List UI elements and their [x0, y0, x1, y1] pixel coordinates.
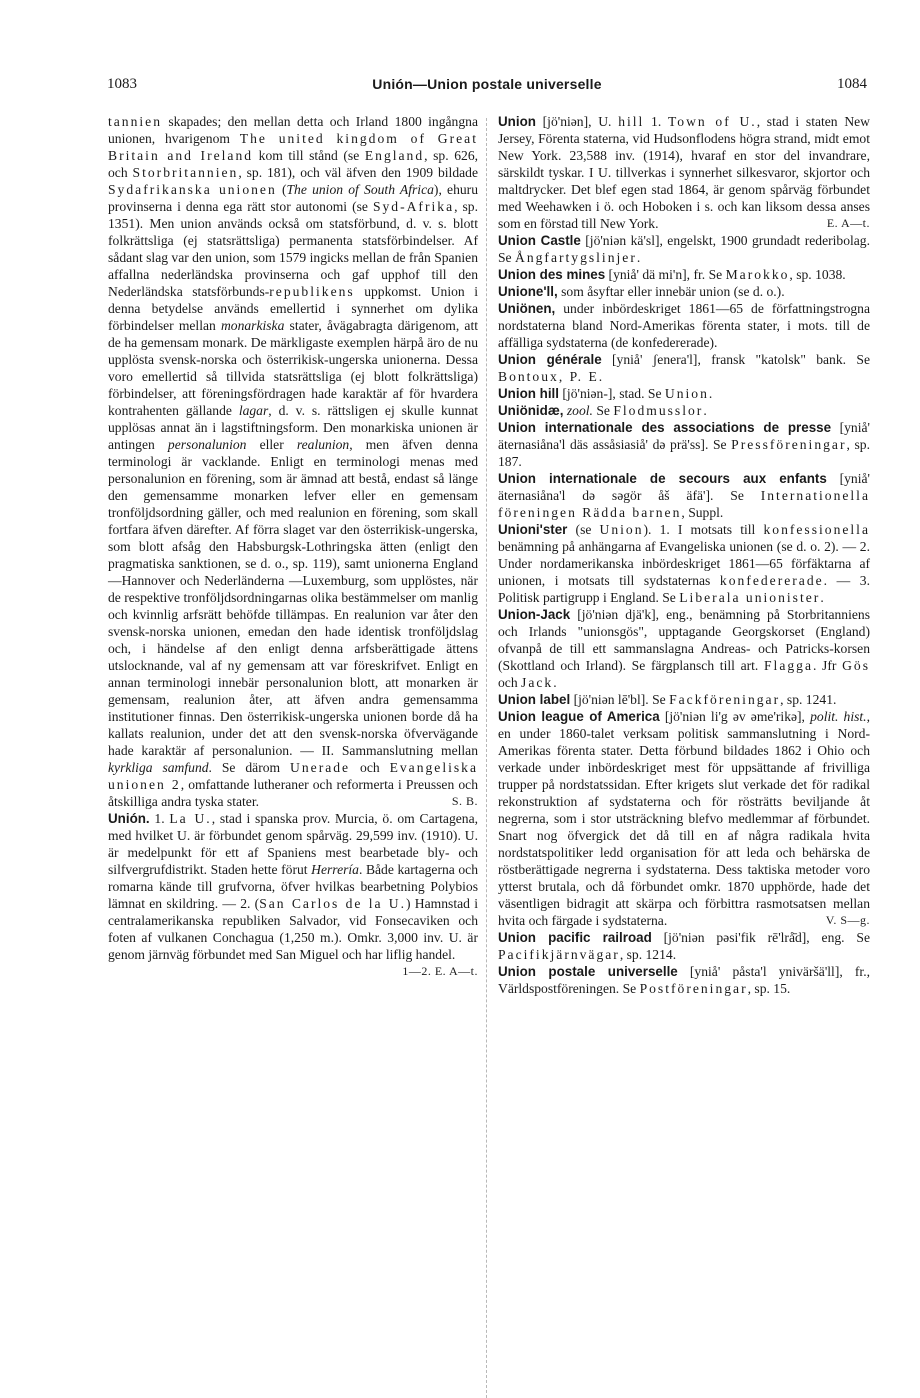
entry-unionen: Uniönen, under inbördeskriget 1861—65 de författningstrogna nordstaterna bland Nord-Amerikas förenta stater, i mots. till de affälliga sydstaterna (de konfedererade). — [498, 301, 870, 350]
entry-union-label: Union label [jö'niən lē'bl]. Se Fackföreningar, sp. 1241. — [498, 692, 837, 707]
entry-union-new-jersey: Union [jö'niən], U. hill 1. Town of U., stad i staten New Jersey, Förenta staterna, vid Hudsonflodens högra strand, midt emot New York. 23,588 inv. (1914), hvaraf en stor del invandrare, särskildt tyskar. I U. tillverkas i synnerhet silkesvaror, skjortor och maltdrycker. Det blef egen stad 1864, är genom spårväg förbundet med Weehawken i ö. och Hoboken i s. och kan liksom dessa anses som en förstad till New York. E. A—t. — [498, 114, 870, 231]
page-number-right: 1084 — [837, 76, 867, 92]
entry-union-generale: Union générale [yniå' ʃenera'l], fransk "katolsk" bank. Se Bontoux, P. E. — [498, 352, 870, 384]
page-number-left: 1083 — [107, 76, 137, 92]
entry-union-postale: Union postale universelle [yniå' påsta'l yniväršä'll], fr., Världspostföreningen. Se Postföreningar, sp. 15. — [498, 964, 871, 996]
column-divider — [486, 118, 487, 1398]
entry-unionister: Unioni'ster (se Union). 1. I motsats till konfessionella benämning på anhängarna af Evangeliska unionen (se d. o. 2). — 2. Under nordamerikanska inbördeskriget 1861—65 förfäktarna af unionen, i motsats till sydstaternas konfedererade. — 3. Politisk partigrupp i England. Se Liberala unionister. — [498, 522, 870, 605]
entry-union-secours: Union internationale de secours aux enfants [yniå' äternasiåna'l də səgör åš äfä']. Se Internationella föreningen Rädda barnen, Suppl. — [498, 471, 870, 520]
running-header — [107, 76, 867, 98]
entry-union-continuation: tannien skapades; den mellan detta och Irland 1800 ingångna unionen, hvarigenom The united kingdom of Great Britain and Ireland kom till stånd (se England, sp. 626, och Storbritannien, sp. 181), och väl äfven den 1909 bildade Sydafrikanska unionen (The union of South Africa), ehuru provinserna i denna ega rätt stor autonomi (se Syd-Afrika, sp. 1351). Men union används också om statsförbund, d. v. s. blott folkrättsliga (ej statsrättsliga) permanenta statsförbindelser. Af sådant slag var den union, som 1579 ingicks mellan de från Spanien affallna nederländska provinserna och gaf upphof till den Nederländska statsförbunds-republikens uppkomst. Union i denna betydelse används emellertid i synnerhet om dylika förbindelser mellan monarkiska stater, åvägabragta därigenom, att de ha gemensam monark. De märkligaste exemplen härpå äro de nu upplösta svensk-norska och österrikisk-ungerska unionerna. Dessa voro emellertid så tillvida statsrättsliga (ej blott folkrättsliga) förbindelser, att föreningsfördragen hade karaktär af för hvardera kontrahenten gällande lagar, d. v. s. rättsligen ej skulle kunnat upplösas annat än i lagstiftningsform. Den monarkiska unionen är antingen personalunion eller realunion, men äfven denna terminologi är vacklande. Enligt en terminologi menas med personalunion en förening, som är ämnad att bestå, endast så länge den gemensamme monarken lefver eller en gemensam tronföljdsordning gäller, och med realunion en förening, som skall fortfara äfven därefter. Af förra slaget var den österrikisk-ungerska, som blott afsåg den Habsburgsk-Lothringska ätten (enligt den pragmatiska sanktionen, se d. o., sp. 119), samt unionerna England—Hannover och Nederländerna —Luxemburg, som upplöstes, när de respektive tronföljdsordningarnas olika bestämmelser om manlig och kvinnlig arfsrätt behöfde tillämpas. En realunion var åter den svensk-norska unionen, emedan den hade identisk tronföljdslag och, i händelse af den enligt denna arfsberättigade ättens utslocknande, val af ny gemensam att var föreskrifvet. Enligt en annan terminologi innebär personalunion blott, att monarken är gemensam, realunion åter, att äfven andra gemensamma institutioner finnas. Den österrikisk-ungerska unionen borde då ha kallats realunion, under det att den svensk-norska öfvervägande hade karaktär af personalunion. — II. Sammanslutning mellan kyrkliga samfund. Se därom Unerade och Evangeliska unionen 2, omfattande lutheraner och reformerta i Preussen och åtskilliga andra tyska stater. S. B. — [108, 114, 479, 809]
entry-union-hill: Union hill [jö'niən-], stad. Se Union. — [498, 386, 713, 401]
left-column — [108, 113, 478, 980]
entry-union-des-mines: Union des mines [yniå' dä mi'n], fr. Se Marokko, sp. 1038. — [498, 267, 846, 282]
entry-unionidae: Uniönidæ, zool. Se Flodmusslor. — [498, 403, 707, 418]
entry-union-castle: Union Castle [jö'niən kä'sl], engelskt, 1900 grundadt rederibolag. Se Ångfartygslinjer. — [498, 233, 871, 265]
entry-union-spain: Unión. 1. La U., stad i spanska prov. Murcia, ö. om Cartagena, med hvilket U. är förbundet genom spårväg. 29,599 inv. (1910). U. är medelpunkt för ett af Spaniens mest bearbetade bly- och silfvergrufdistrikt. Staden hette förut Herrería. Både kartagerna och romarna kände till grufvorna, öfver hvilkas bearbetning Polybios lämnat en skildring. — 2. (San Carlos de la U.) Hamnstad i centralamerikanska republiken Salvador, vid Fonsecaviken och foten af vulkanen Conchagua (1,250 m.). Omkr. 3,000 inv. U. är genom järnväg förbundet med San Miguel och har liflig handel. 1—2. E. A—t. — [108, 811, 478, 978]
entry-union-jack: Union-Jack [jö'niən djä'k], eng., benämning på Storbritanniens och Irlands "unionsgös", upptagande Georgskorset (England) ofvanpå de till ett sammanslagna Andreas- och Patricks-korsen (Skottland och Irland). Se färgplansch till art. Flagga. Jfr Gös och Jack. — [498, 607, 870, 690]
right-column — [498, 113, 870, 997]
running-title: Unión—Union postale universelle — [372, 76, 602, 92]
entry-union-pacific: Union pacific railroad [jö'niən pəsi'fik rē'lrå̄d], eng. Se Pacifikjärnvägar, sp. 1214. — [498, 930, 870, 962]
entry-union-league: Union league of America [jö'niən li'g əv əme'rikə], polit. hist., en under 1860-talet verksam politisk sammanslutning i Nord-Amerikas förenta stater. Detta förbund bildades 1862 i Ohio och verkade under inbördeskriget mest för uppsättande af frivilliga trupper på nordstatssidan. Efter krigets slut verkade det för radikal rekonstruktion af sydstaterna och för rösträtts beviljande åt negrerna, som i stor utsträckning blefvo medlemmar af förbundet. Snart nog öfvergick det då till en af några radikala hvita nordstatspolitiker ledd organisation för att leda och behärska de röstberättigade negrerna i sydstaterna. Dess taktiska metoder voro ytterst brutala, och då förbundet omkr. 1870 upphörde, hade det väsentligen bidragit att skärpa och förbittra rasmotsatsen mellan hvita och färgade i sydstaterna. V. S—g. — [498, 709, 870, 928]
entry-union-presse: Union internationale des associations de presse [yniå' äternasiåna'l däs assåsiasiå' də prä'ss]. Se Pressföreningar, sp. 187. — [498, 420, 870, 469]
entry-unionell: Unione'll, som åsyftar eller innebär union (se d. o.). — [498, 284, 785, 299]
